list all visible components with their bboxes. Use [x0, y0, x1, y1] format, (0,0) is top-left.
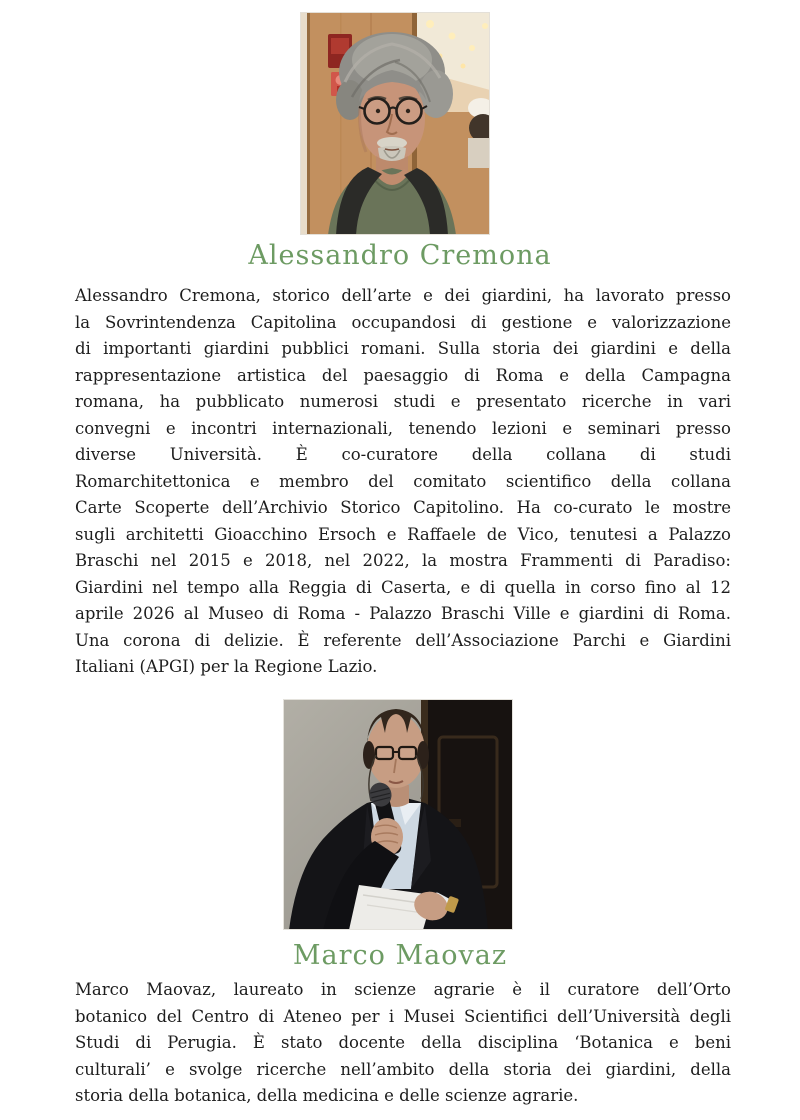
- portrait-photo-marco-maovaz: [283, 699, 513, 930]
- bio-line: culturali’ e svolge ricerche nell’ambito della storia dei giardini, della: [75, 1059, 731, 1079]
- bio-paragraph-alessandro-cremona: [75, 283, 731, 681]
- bio-line: Studi di Perugia. È stato docente della disciplina ‘Botanica e beni: [75, 1033, 731, 1052]
- bio-line: convegni e incontri internazionali, tenendo lezioni e seminari presso: [75, 418, 731, 438]
- bio-line: aprile 2026 al Museo di Roma - Palazzo Braschi Ville e giardini di Roma.: [75, 604, 731, 623]
- bio-line: Una corona di delizie. È referente dell’Associazione Parchi e Giardini: [75, 630, 731, 650]
- bio-line: di importanti giardini pubblici romani. Sulla storia dei giardini e della: [75, 339, 731, 358]
- bio-line: diverse Università. È co-curatore della collana di studi: [75, 445, 731, 464]
- bio-line: Braschi nel 2015 e 2018, nel 2022, la mostra Frammenti di Paradiso:: [75, 551, 731, 570]
- bio-line: Giardini nel tempo alla Reggia di Caserta, e di quella in corso fino al 12: [75, 577, 731, 597]
- portrait-photo-alessandro-cremona: [300, 12, 490, 235]
- speaker-name-alessandro-cremona: Alessandro Cremona: [248, 240, 552, 271]
- bio-line: Romarchitettonica e membro del comitato scientifico della collana: [75, 471, 731, 491]
- bio-line: Alessandro Cremona, storico dell’arte e dei giardini, ha lavorato presso: [75, 286, 731, 305]
- bio-line: rappresentazione artistica del paesaggio di Roma e della Campagna: [75, 365, 731, 385]
- bio-line: sugli architetti Gioacchino Ersoch e Raffaele de Vico, tenutesi a Palazzo: [75, 524, 731, 544]
- bio-line: la Sovrintendenza Capitolina occupandosi di gestione e valorizzazione: [75, 312, 731, 332]
- bio-line: romana, ha pubblicato numerosi studi e presentato ricerche in vari: [75, 392, 731, 411]
- bio-line: botanico del Centro di Ateneo per i Musei Scientifici dell’Università degli: [75, 1006, 731, 1026]
- bio-line: Carte Scoperte dell’Archivio Storico Capitolino. Ha co-curato le mostre: [75, 498, 731, 517]
- bio-line: storia della botanica, della medicina e delle scienze agrarie.: [75, 1086, 579, 1105]
- bio-paragraph-marco-maovaz: [75, 977, 731, 1110]
- bio-line: Marco Maovaz, laureato in scienze agrarie è il curatore dell’Orto: [75, 980, 731, 999]
- bio-line: Italiani (APGI) per la Regione Lazio.: [75, 657, 378, 676]
- portrait-photo-alessandro-cremona-image: [300, 12, 490, 235]
- speaker-name-marco-maovaz: Marco Maovaz: [292, 940, 508, 971]
- portrait-photo-marco-maovaz-image: [283, 699, 513, 930]
